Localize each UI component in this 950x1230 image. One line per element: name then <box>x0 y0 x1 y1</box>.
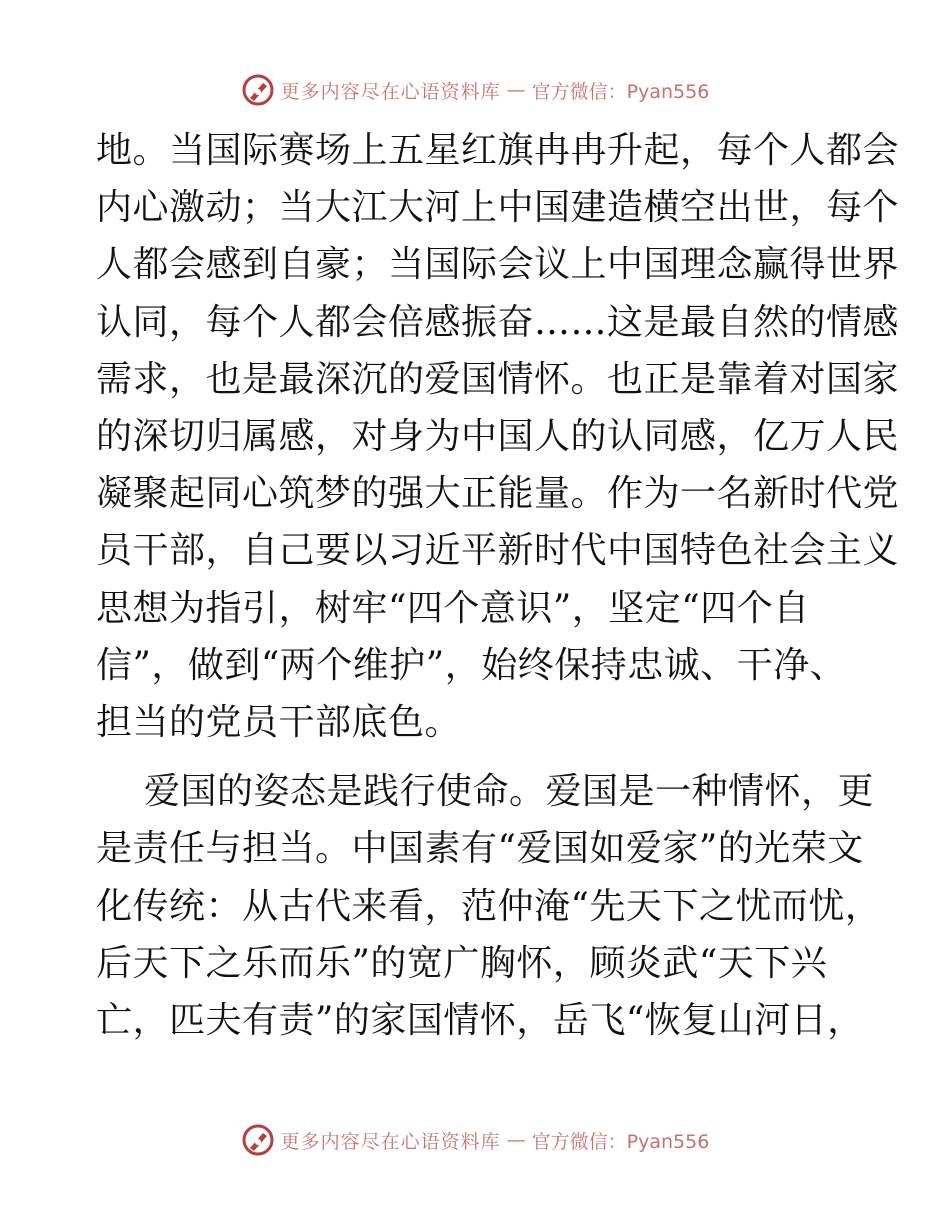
text-line: 是责任与担当。中国素有“爱国如爱家”的光荣文 <box>96 828 864 870</box>
text-line: 担当的党员干部底色。 <box>96 702 462 744</box>
watermark-text: 更多内容尽在心语资料库 <box>280 80 501 103</box>
footer-watermark <box>0 1120 950 1160</box>
text-line: 内心激动；当大江大河上中国建造横空出世，每个 <box>96 187 900 229</box>
pen-logo-icon <box>241 73 275 107</box>
text-line: 亡，匹夫有责”的家国情怀，岳飞“恢复山河日， <box>96 1000 864 1042</box>
text-line: 员干部，自己要以习近平新时代中国特色社会主义 <box>96 530 900 572</box>
watermark-text: 更多内容尽在心语资料库 <box>280 1130 501 1153</box>
text-line: 化传统：从古代来看，范仲淹“先天下之忧而忧， <box>96 885 882 927</box>
text-line: 认同，每个人都会倍感振奋……这是最自然的情感 <box>96 301 900 343</box>
watermark-separator: — <box>506 79 526 101</box>
paragraph <box>96 763 882 1049</box>
text-line: 后天下之乐而乐”的宽广胸怀，顾炎武“天下兴 <box>96 942 828 984</box>
watermark-separator: — <box>506 1129 526 1151</box>
paragraph <box>96 122 900 751</box>
text-line: 爱国的姿态是践行使命。爱国是一种情怀，更 <box>144 771 875 813</box>
text-line: 思想为指引，树牢“四个意识”，坚定“四个自 <box>96 587 810 629</box>
pen-logo-icon <box>241 1123 275 1157</box>
text-line: 地。当国际赛场上五星红旗冉冉升起，每个人都会 <box>96 130 900 171</box>
watermark-wechat: 官方微信：Pyan556 <box>531 1130 710 1153</box>
text-line: 人都会感到自豪；当国际会议上中国理念赢得世界 <box>96 244 900 286</box>
text-line: 信”，做到“两个维护”，始终保持忠诚、干净、 <box>96 644 847 686</box>
watermark-wechat: 官方微信：Pyan556 <box>531 80 710 103</box>
document-body <box>96 122 900 1049</box>
text-line: 凝聚起同心筑梦的强大正能量。作为一名新时代党 <box>96 473 900 515</box>
text-line: 需求，也是最深沉的爱国情怀。也正是靠着对国家 <box>96 358 900 400</box>
header-watermark <box>0 70 950 110</box>
text-line: 的深切归属感，对身为中国人的认同感，亿万人民 <box>96 416 900 458</box>
